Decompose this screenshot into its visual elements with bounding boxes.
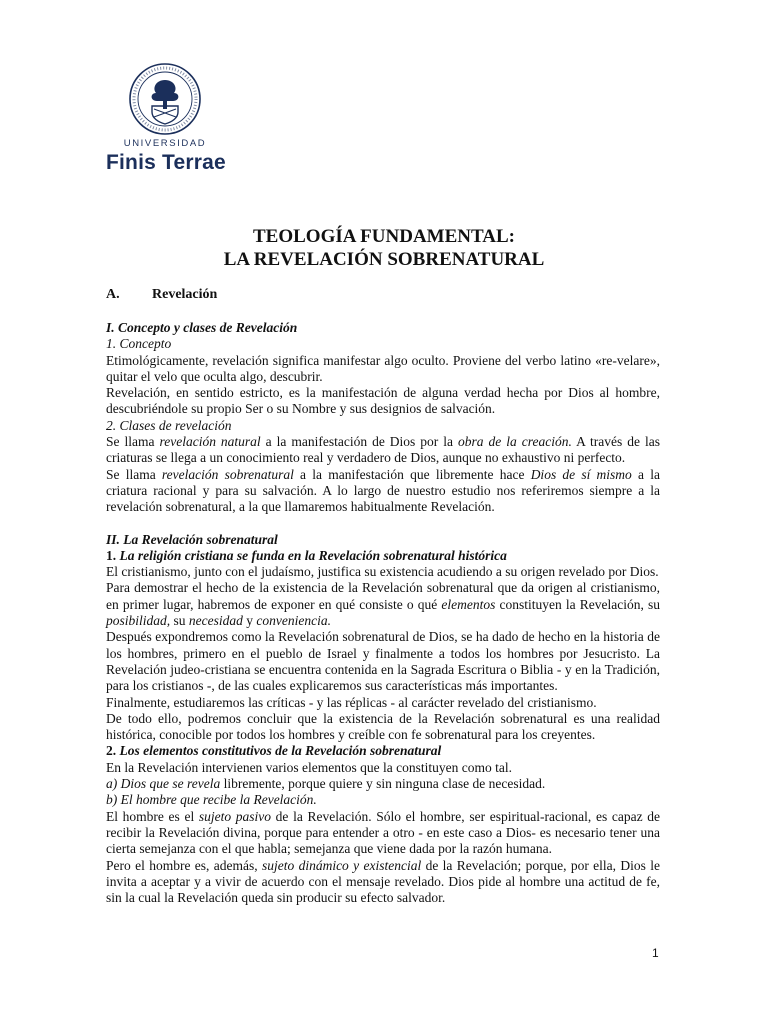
section-label: Revelación bbox=[152, 287, 218, 302]
subheading-concept: 1. Concepto bbox=[106, 336, 172, 352]
paragraph: a) Dios que se revela libremente, porque quiere y sin ninguna clase de necesidad. bbox=[106, 776, 546, 792]
paragraph: Etimológicamente, revelación significa manifestar algo oculto. Proviene del verbo latino «re-velare», quitar el velo que oculta algo, descubrir. bbox=[106, 352, 660, 384]
subheading-constitutive-elements: 2. Los elementos constitutivos de la Revelación sobrenatural bbox=[106, 743, 442, 759]
logo-university-text: UNIVERSIDAD bbox=[123, 138, 207, 149]
section-heading bbox=[106, 287, 217, 303]
subheading-classes: 2. Clases de revelación bbox=[106, 417, 232, 433]
paragraph: Después expondremos como la Revelación sobrenatural de Dios, se ha dado de hecho en la historia de los hombres, primero en el pueblo de Israel y finalmente a todos los hombres por Jesucristo. La Revelación judeo-cristiana se encuentra contenida en la Sagrada Escritura o Biblia - y en la Tradición, para los cristianos -, de las cuales explicaremos sus características más importantes. bbox=[106, 629, 660, 694]
heading-concept-classes: I. Concepto y clases de Revelación bbox=[106, 320, 298, 335]
paragraph: El hombre es el sujeto pasivo de la Revelación. Sólo el hombre, ser espiritual-racional, es capaz de recibir la Revelación divina, porque para entender a otro - en este caso a Dios- es necesario tener una cierta semejanza con el que habla; semejanza que viene dada por la razón humana. bbox=[106, 808, 660, 857]
section-number: A. bbox=[106, 287, 120, 302]
document-title-line1: TEOLOGÍA FUNDAMENTAL: bbox=[253, 226, 515, 247]
paragraph: b) El hombre que recibe la Revelación. bbox=[106, 792, 317, 808]
document-body bbox=[106, 320, 660, 906]
paragraph: De todo ello, podremos concluir que la existencia de la Revelación sobrenatural es una realidad histórica, conocible por todos los hombres y creíble con fe sobrenatural para los creyentes. bbox=[106, 710, 660, 743]
paragraph: El cristianismo, junto con el judaísmo, justifica su existencia acudiendo a su origen revelado por Dios. bbox=[106, 564, 659, 580]
paragraph: Revelación, en sentido estricto, es la manifestación de alguna verdad hecha por Dios al hombre, descubriéndole su propio Ser o su Nombre y sus designios de salvación. bbox=[106, 385, 660, 417]
paragraph: En la Revelación intervienen varios elementos que la constituyen como tal. bbox=[106, 759, 512, 775]
paragraph: Se llama revelación sobrenatural a la manifestación que libremente hace Dios de sí mismo a la criatura racional y para su salvación. A lo largo de nuestro estudio nos referiremos siempre a la revelación sobrenatural, a la que llamaremos habitualmente Revelación. bbox=[106, 466, 660, 515]
paragraph: Se llama revelación natural a la manifestación de Dios por la obra de la creación. A través de las criaturas se llega a un conocimiento real y verdadero de Dios, aunque no exhaustivo ni perfecto. bbox=[106, 434, 660, 466]
heading-supernatural-revelation: II. La Revelación sobrenatural bbox=[106, 531, 278, 547]
paragraph: Para demostrar el hecho de la existencia de la Revelación sobrenatural que da origen al cristianismo, en primer lugar, habremos de exponer en qué consiste o qué elementos constituyen la Revelación, su posibilidad, su necesidad y conveniencia. bbox=[106, 580, 660, 629]
logo-brand-name: Finis Terrae bbox=[106, 151, 226, 174]
document-title-line2: LA REVELACIÓN SOBRENATURAL bbox=[223, 249, 545, 270]
university-seal-icon bbox=[128, 62, 202, 136]
page-number: 1 bbox=[652, 946, 659, 960]
subheading-christian-religion: 1. La religión cristiana se funda en la Revelación sobrenatural histórica bbox=[106, 547, 507, 563]
paragraph: Pero el hombre es, además, sujeto dinámico y existencial de la Revelación; porque, por ella, Dios le invita a aceptar y a vivir de acuerdo con el mensaje revelado. Dios pide al hombre una actitud de fe, sin la cual la Revelación queda sin producir su efecto salvador. bbox=[106, 857, 660, 906]
paragraph: Finalmente, estudiaremos las críticas - y las réplicas - al carácter revelado del cristianismo. bbox=[106, 694, 597, 710]
